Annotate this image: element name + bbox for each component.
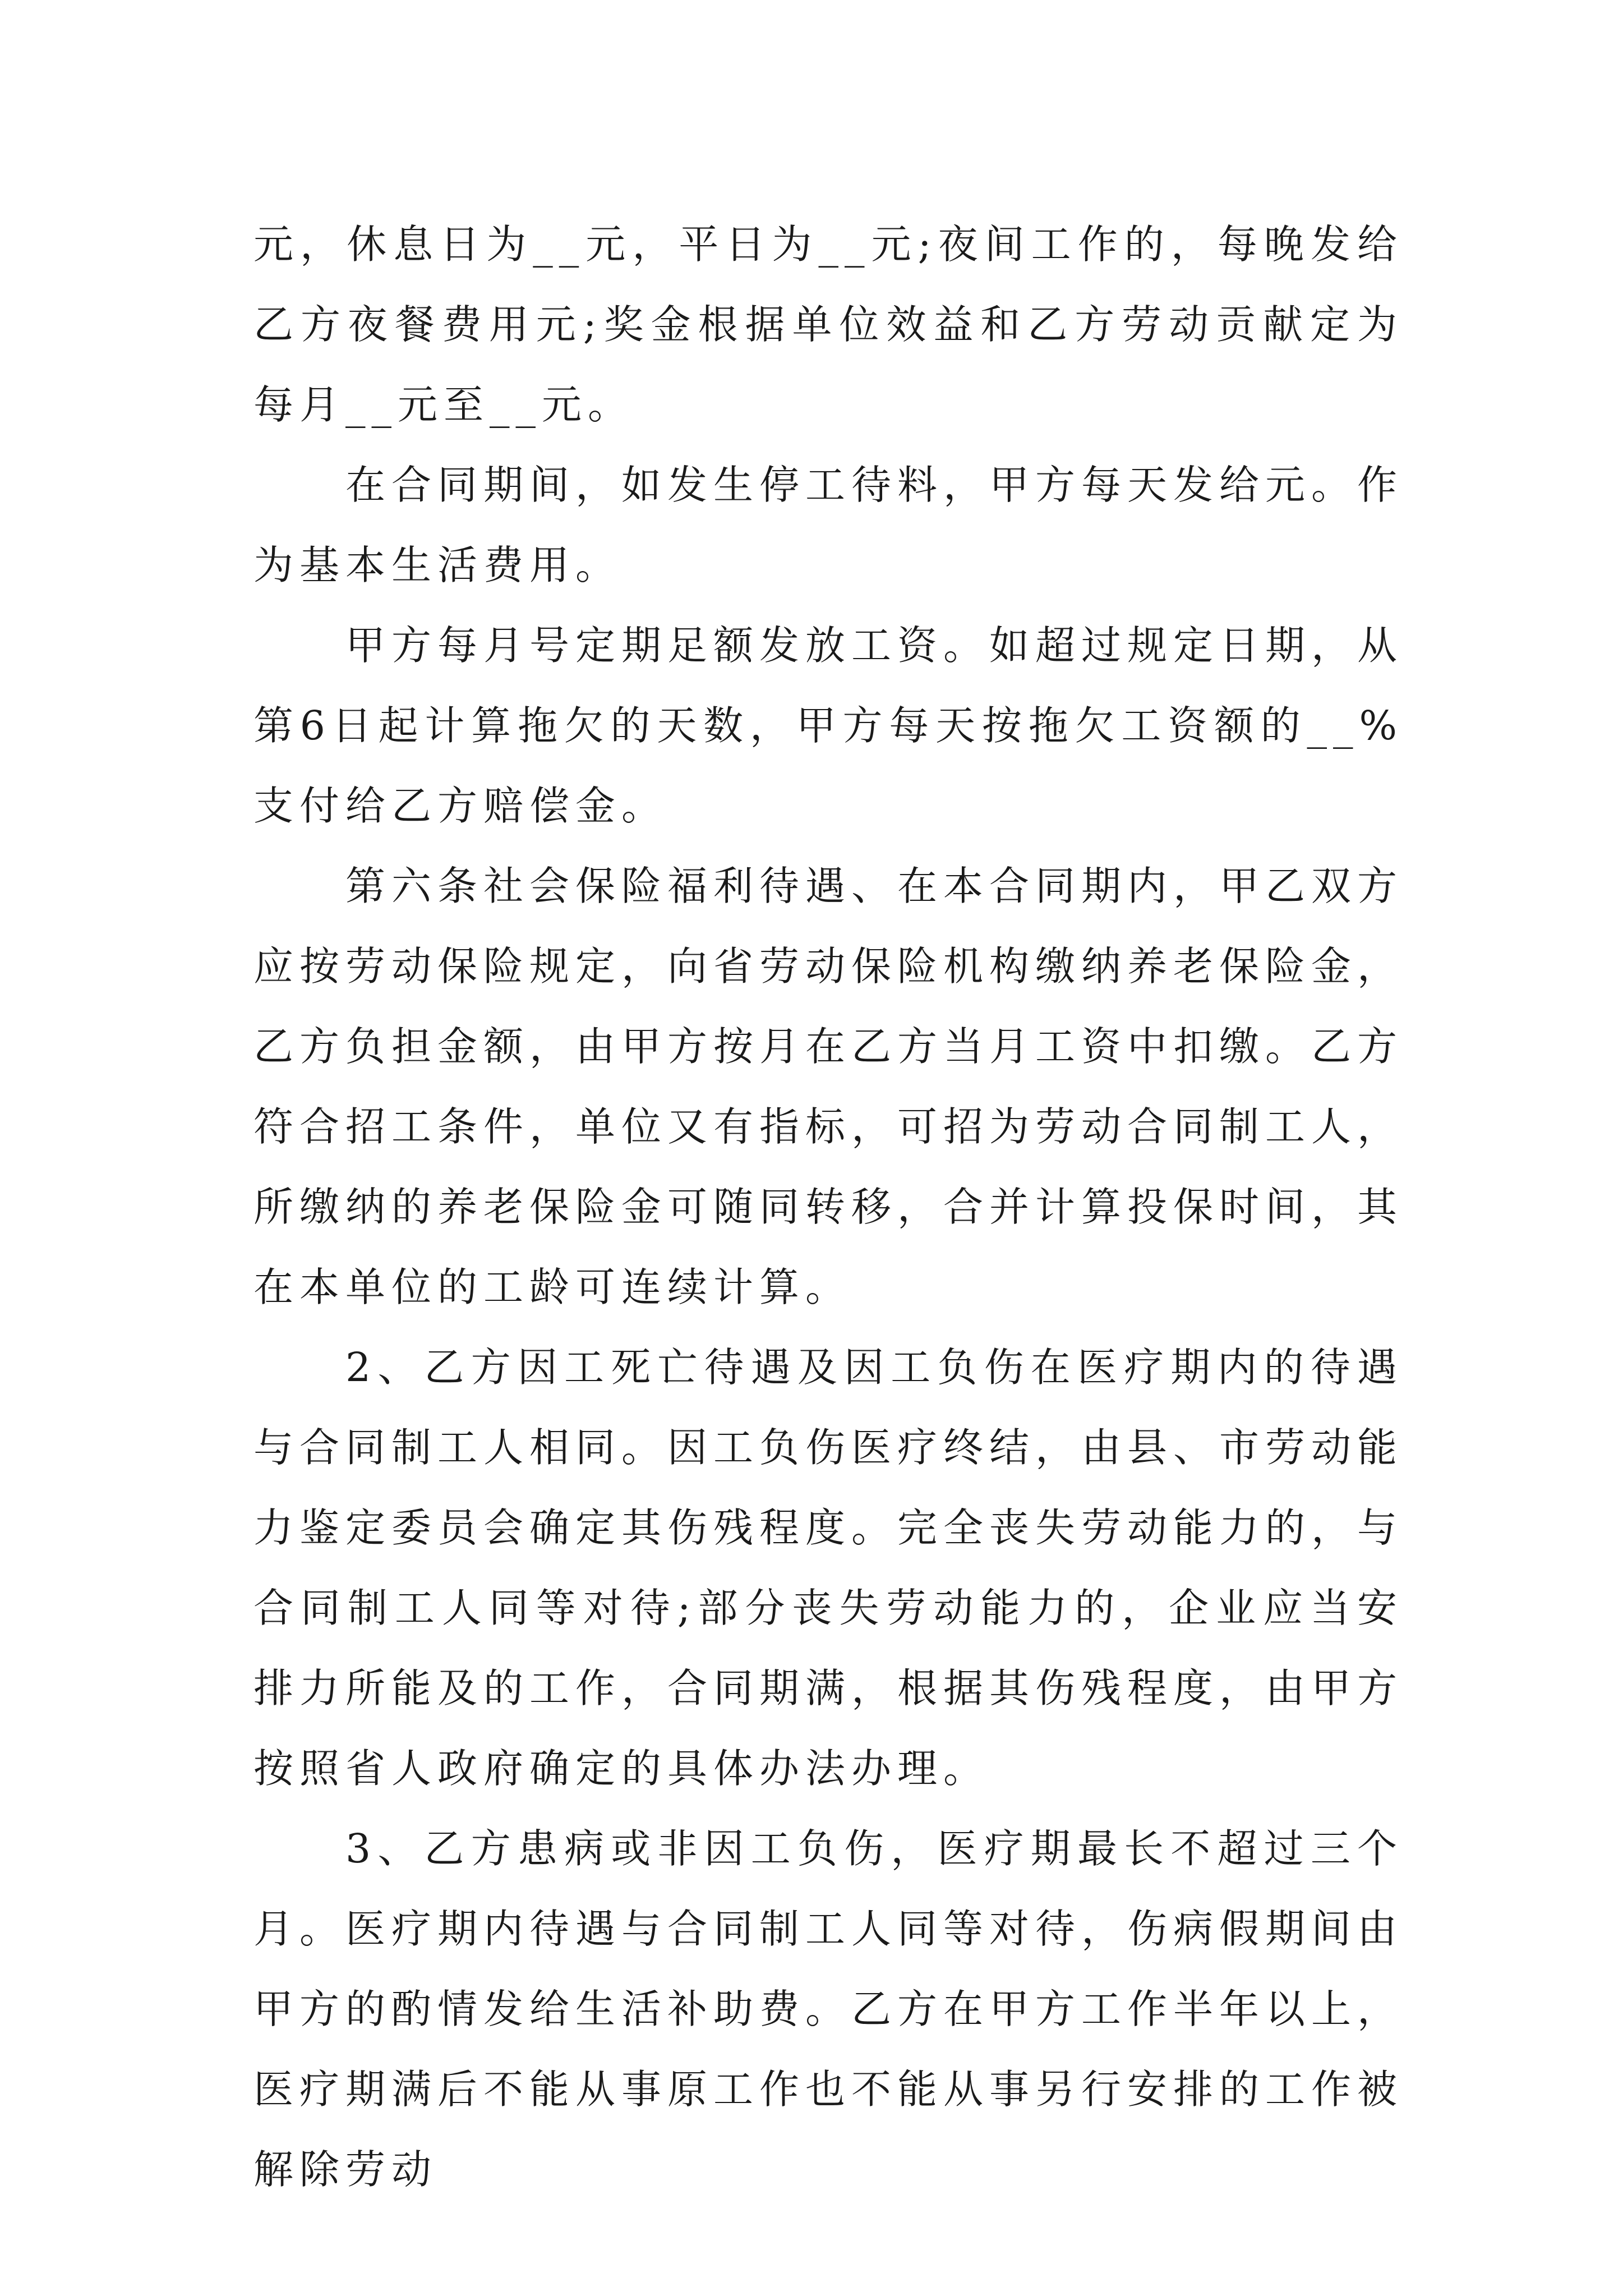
paragraph-6: 3、乙方患病或非因工负伤，医疗期最长不超过三个月。医疗期内待遇与合同制工人同等对待，伤病假期间由甲方的酌情发给生活补助费。乙方在甲方工作半年以上，医疗期满后不能从事原工作也不能从事另行安排的工作被解除劳动 — [253, 1825, 1404, 2193]
document-body — [253, 204, 1403, 2210]
paragraph-5: 2、乙方因工死亡待遇及因工负伤在医疗期内的待遇与合同制工人相同。因工负伤医疗终结，由县、市劳动能力鉴定委员会确定其伤残程度。完全丧失劳动能力的，与合同制工人同等对待;部分丧失劳动能力的，企业应当安排力所能及的工作，合同期满，根据其伤残程度，由甲方按照省人政府确定的具体办法办理。 — [253, 1344, 1404, 1792]
paragraph-1: 元，休息日为__元，平日为__元;夜间工作的，每晚发给乙方夜餐费用元;奖金根据单位效益和乙方劳动贡献定为每月__元至__元。 — [253, 221, 1403, 428]
paragraph-2: 在合同期间，如发生停工待料，甲方每天发给元。作为基本生活费用。 — [253, 462, 1404, 588]
paragraph-3: 甲方每月号定期足额发放工资。如超过规定日期，从第6日起计算拖欠的天数，甲方每天按拖欠工资额的__%支付给乙方赔偿金。 — [253, 622, 1404, 829]
paragraph-4: 第六条社会保险福利待遇、在本合同期内，甲乙双方应按劳动保险规定，向省劳动保险机构缴纳养老保险金，乙方负担金额，由甲方按月在乙方当月工资中扣缴。乙方符合招工条件，单位又有指标，可招为劳动合同制工人，所缴纳的养老保险金可随同转移，合并计算投保时间，其在本单位的工龄可连续计算。 — [253, 863, 1404, 1310]
